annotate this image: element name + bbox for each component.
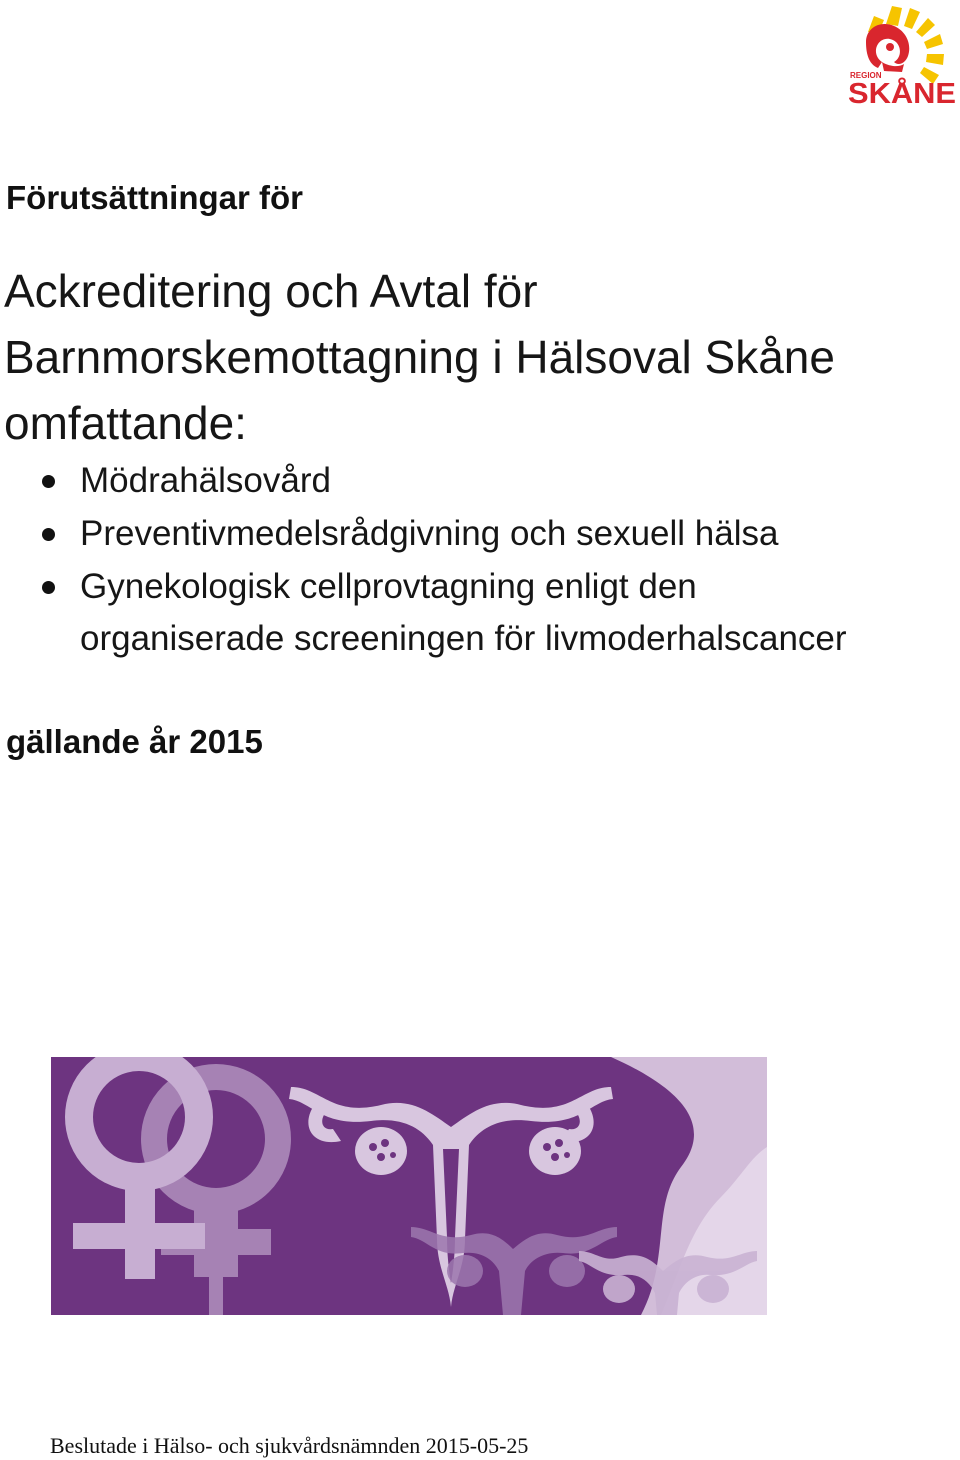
year-heading: gällande år 2015	[6, 723, 263, 760]
griffin-sun-icon	[846, 4, 958, 106]
bullet-icon	[42, 528, 55, 541]
list-item	[38, 455, 847, 507]
logo-region-text: REGION	[850, 71, 882, 80]
title-line: Ackreditering och Avtal för	[4, 265, 538, 317]
list-item-text: Mödrahälsovård	[80, 461, 331, 500]
list-item-text: Preventivmedelsrådgivning och sexuell hälsa	[80, 514, 779, 553]
decision-footer: Beslutade i Hälso- och sjukvårdsnämnden 2015-05-25	[50, 1433, 529, 1458]
logo-name-text: SKÅNE	[848, 78, 950, 106]
list-item-text-continuation: organiserade screeningen för livmoderhalscancer	[80, 619, 847, 658]
document-title	[4, 258, 835, 456]
bullet-icon	[42, 581, 55, 594]
intro-heading: Förutsättningar för	[6, 179, 303, 216]
banner-illustration-icon	[51, 1057, 767, 1315]
title-line: Barnmorskemottagning i Hälsoval Skåne	[4, 331, 835, 383]
list-item-text: Gynekologisk cellprovtagning enligt den	[80, 567, 697, 606]
list-item	[38, 508, 847, 560]
list-item	[38, 561, 847, 665]
region-skane-logo	[846, 4, 958, 106]
female-symbols-uterus-banner	[51, 1057, 767, 1315]
bullet-icon	[42, 475, 55, 488]
title-line: omfattande:	[4, 397, 247, 449]
scope-list	[38, 455, 847, 666]
